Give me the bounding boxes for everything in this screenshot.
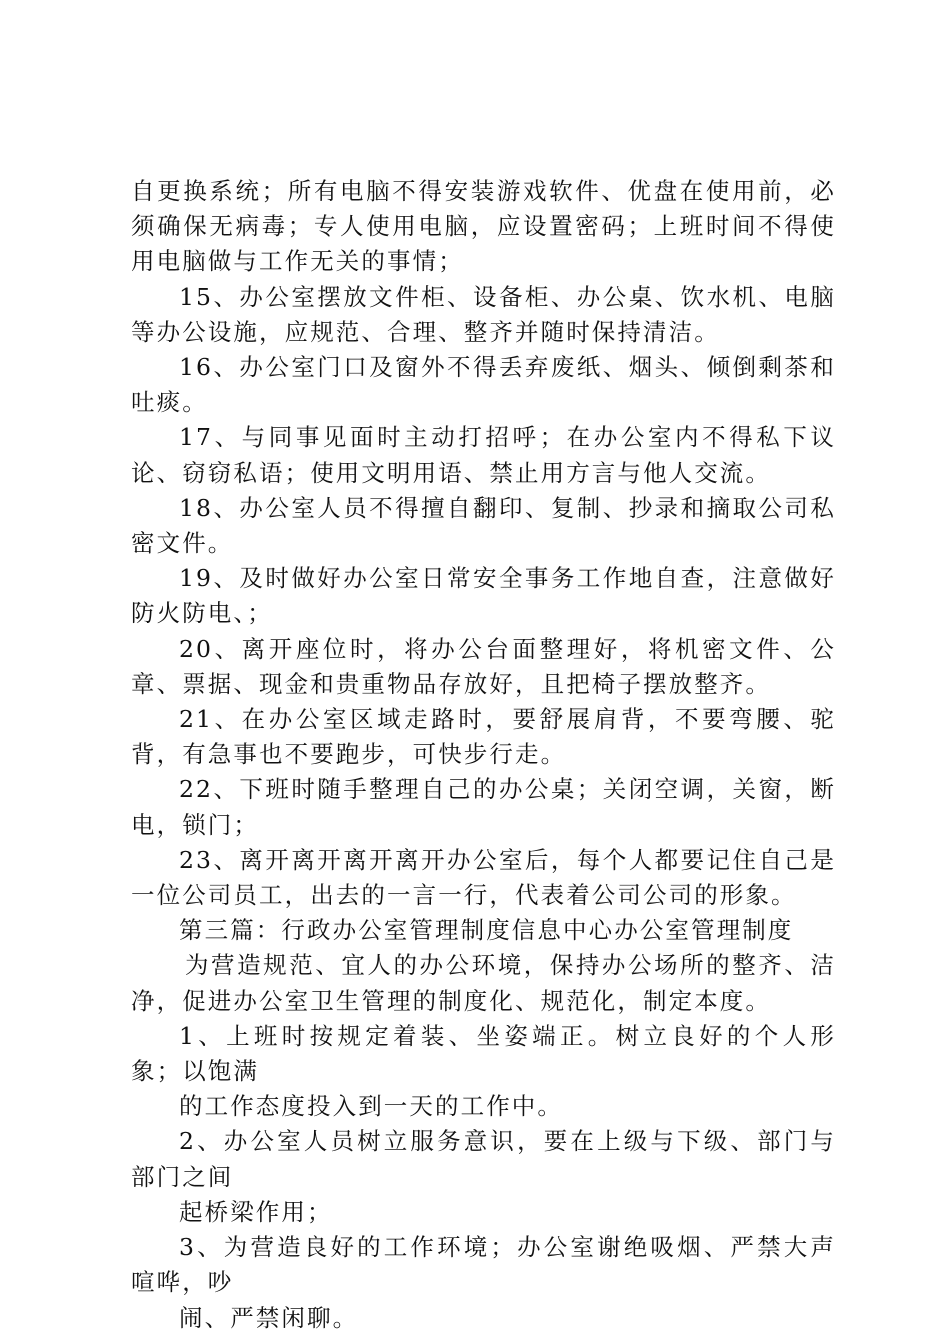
- paragraph-item-21: 21、在办公室区域走路时，要舒展肩背，不要弯腰、驼背，有急事也不要跑步，可快步行走。: [131, 705, 836, 769]
- paragraph-item-15: 15、办公室摆放文件柜、设备柜、办公桌、饮水机、电脑等办公设施，应规范、合理、整齐并随时保持清洁。: [131, 282, 836, 346]
- rule-1-line-1: 1、上班时按规定着装、坐姿端正。树立良好的个人形象；以饱满: [131, 1021, 836, 1086]
- rule-2-line-2: 起桥梁作用；: [179, 1197, 333, 1226]
- paragraph-item-19: 19、及时做好办公室日常安全事务工作地自查，注意做好防火防电、；: [131, 564, 836, 628]
- paragraph-item-20: 20、离开座位时，将办公台面整理好，将机密文件、公章、票据、现金和贵重物品存放好，且把椅子摆放整齐。: [131, 634, 836, 698]
- rule-3-line-1: 3、为营造良好的工作环境；办公室谢绝吸烟、严禁大声喧哗，吵: [131, 1233, 836, 1297]
- section-heading: 第三篇：行政办公室管理制度信息中心办公室管理制度: [179, 916, 794, 945]
- paragraph-item-18: 18、办公室人员不得擅自翻印、复制、抄录和摘取公司私密文件。: [131, 493, 836, 558]
- rule-3-line-2: 闹、严禁闲聊。: [179, 1303, 359, 1332]
- paragraph-item-22: 22、下班时随手整理自己的办公桌；关闭空调，关窗，断电，锁门；: [131, 775, 836, 839]
- paragraph-item-17: 17、与同事见面时主动打招呼；在办公室内不得私下议论、窃窃私语；使用文明用语、禁止用方言与他人交流。: [131, 423, 836, 487]
- paragraph-continuation: 自更换系统；所有电脑不得安装游戏软件、优盘在使用前，必须确保无病毒；专人使用电脑，应设置密码；上班时间不得使用电脑做与工作无关的事情；: [131, 177, 836, 276]
- paragraph-item-16: 16、办公室门口及窗外不得丢弃废纸、烟头、倾倒剩茶和吐痰。: [131, 353, 836, 417]
- rule-1-line-2: 的工作态度投入到一天的工作中。: [179, 1092, 563, 1121]
- section-intro: 为营造规范、宜人的办公环境，保持办公场所的整齐、洁净，促进办公室卫生管理的制度化、规范化，制定本度。: [131, 951, 836, 1015]
- document-body: [131, 174, 836, 1336]
- rule-2-line-1: 2、办公室人员树立服务意识，要在上级与下级、部门与部门之间: [131, 1127, 836, 1191]
- paragraph-item-23: 23、离开离开离开离开办公室后，每个人都要记住自己是一位公司员工，出去的一言一行，代表着公司公司的形象。: [131, 845, 836, 910]
